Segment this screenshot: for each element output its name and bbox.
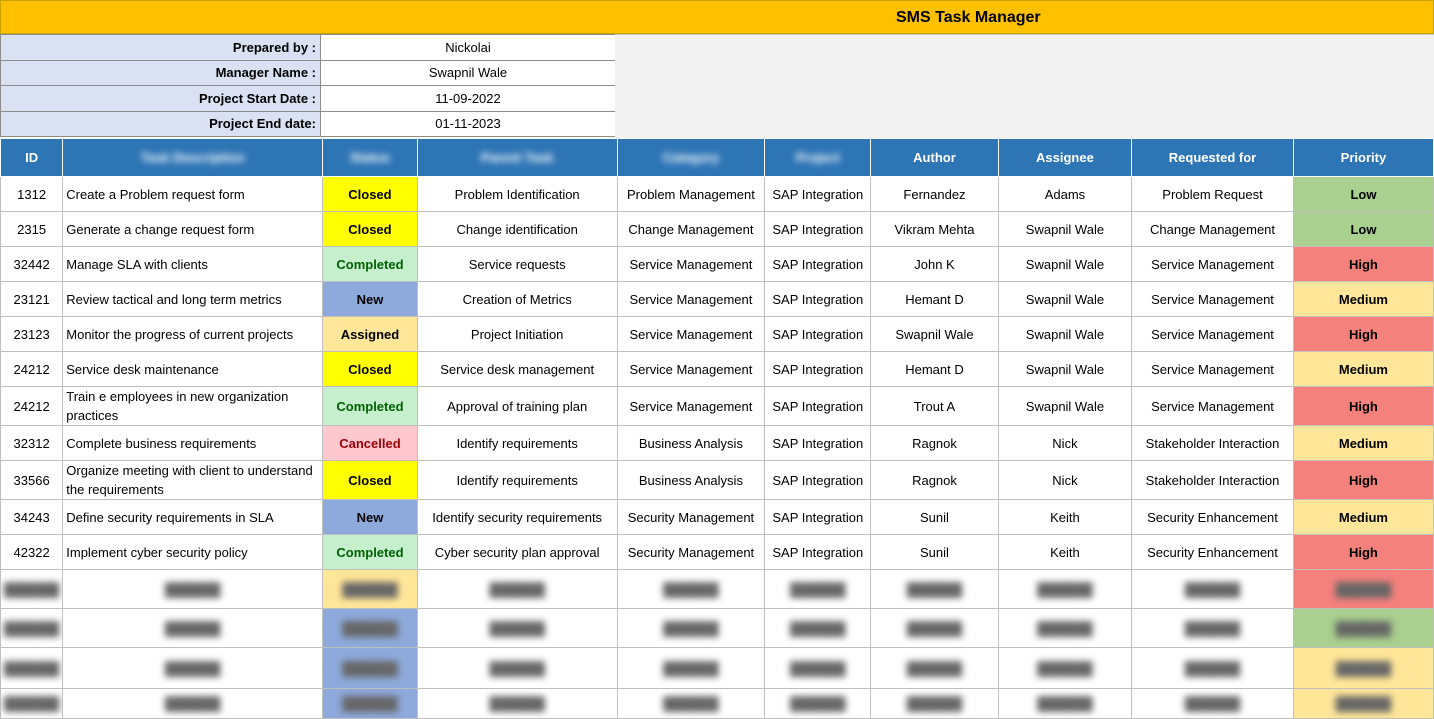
table-row (1, 247, 1434, 282)
requested-for-cell[interactable]: Problem Request (1132, 177, 1294, 212)
task-description-cell[interactable]: Organize meeting with client to understand the requirements (63, 461, 323, 500)
redacted-text: ██████ (342, 620, 398, 636)
blurred-cell[interactable] (617, 648, 765, 689)
info-value-manager-name[interactable]: Swapnil Wale (321, 60, 616, 86)
task-id-cell[interactable]: 33566 (1, 461, 63, 500)
redacted-text: ██████ (1184, 620, 1241, 636)
table-row (1, 426, 1434, 461)
category-cell[interactable]: Service Management (617, 317, 765, 352)
redacted-text: ██████ (663, 660, 719, 676)
redacted-text: ██████ (663, 620, 719, 636)
redacted-text: ██████ (165, 660, 221, 676)
phase-cell[interactable]: Service desk management (417, 352, 617, 387)
redacted-text: ██████ (165, 696, 221, 711)
redacted-text: ██████ (4, 660, 60, 676)
column-header-hidden-2[interactable]: Status (323, 139, 418, 177)
info-label-manager-name[interactable]: Manager Name : (1, 60, 321, 86)
priority-cell[interactable]: Low (1293, 212, 1433, 247)
blurred-cell[interactable] (998, 570, 1131, 609)
table-row (1, 282, 1434, 317)
author-cell[interactable]: Ragnok (871, 426, 999, 461)
blurred-status-cell[interactable] (323, 570, 418, 609)
phase-cell[interactable]: Identify security requirements (417, 500, 617, 535)
requested-for-cell[interactable]: Service Management (1132, 317, 1294, 352)
column-header-hidden-5[interactable]: Project (765, 139, 871, 177)
info-row (1, 35, 616, 61)
category-cell[interactable]: Security Management (617, 500, 765, 535)
project-cell[interactable]: SAP Integration (765, 282, 871, 317)
page-title: SMS Task Manager (896, 9, 1041, 26)
assignee-cell[interactable]: Swapnil Wale (998, 247, 1131, 282)
author-cell[interactable]: John K (871, 247, 999, 282)
blurred-status-cell[interactable] (323, 689, 418, 719)
blurred-priority-cell[interactable] (1293, 648, 1433, 689)
table-row (1, 177, 1434, 212)
project-cell[interactable]: SAP Integration (765, 352, 871, 387)
info-row (1, 111, 616, 137)
blurred-cell[interactable] (871, 689, 999, 719)
table-row (1, 461, 1434, 500)
priority-cell[interactable]: High (1293, 387, 1433, 426)
project-cell[interactable]: SAP Integration (765, 426, 871, 461)
column-header-hidden-1[interactable]: Task Description (63, 139, 323, 177)
blurred-cell[interactable] (617, 609, 765, 648)
assignee-cell[interactable]: Swapnil Wale (998, 212, 1131, 247)
status-cell[interactable]: Assigned (323, 317, 418, 352)
task-id-cell[interactable]: 42322 (1, 535, 63, 570)
info-label-end-date[interactable]: Project End date: (1, 111, 321, 137)
task-description-cell[interactable]: Service desk maintenance (63, 352, 323, 387)
task-description-cell[interactable]: Train e employees in new organization practices (63, 387, 323, 426)
category-cell[interactable]: Problem Management (617, 177, 765, 212)
phase-cell[interactable]: Approval of training plan (417, 387, 617, 426)
blurred-cell[interactable] (765, 609, 871, 648)
assignee-cell[interactable]: Swapnil Wale (998, 387, 1131, 426)
blurred-cell[interactable] (1, 648, 63, 689)
project-cell[interactable]: SAP Integration (765, 177, 871, 212)
redacted-text: ██████ (790, 581, 846, 597)
priority-cell[interactable]: Low (1293, 177, 1433, 212)
project-cell[interactable]: SAP Integration (765, 535, 871, 570)
requested-for-cell[interactable]: Service Management (1132, 387, 1294, 426)
requested-for-cell[interactable]: Security Enhancement (1132, 500, 1294, 535)
status-cell[interactable]: Completed (323, 387, 418, 426)
blurred-table-row (1, 689, 1434, 719)
info-label-prepared-by[interactable]: Prepared by : (1, 35, 321, 61)
phase-cell[interactable]: Project Initiation (417, 317, 617, 352)
task-id-cell[interactable]: 23123 (1, 317, 63, 352)
phase-cell[interactable]: Identify requirements (417, 426, 617, 461)
phase-cell[interactable]: Change identification (417, 212, 617, 247)
redacted-text: ██████ (1037, 581, 1093, 597)
task-description-cell[interactable]: Review tactical and long term metrics (63, 282, 323, 317)
project-cell[interactable]: SAP Integration (765, 247, 871, 282)
requested-for-cell[interactable]: Service Management (1132, 247, 1294, 282)
requested-for-cell[interactable]: Stakeholder Interaction (1132, 461, 1294, 500)
blurred-cell[interactable] (1132, 689, 1294, 719)
priority-cell[interactable]: Medium (1293, 282, 1433, 317)
phase-cell[interactable]: Service requests (417, 247, 617, 282)
column-header-assignee[interactable]: Assignee (998, 139, 1131, 177)
redacted-text: ██████ (342, 696, 398, 711)
redacted-text: ██████ (165, 620, 221, 636)
redacted-text: ██████ (1037, 696, 1093, 711)
column-header-hidden-3[interactable]: Parent Task (417, 139, 617, 177)
column-header-hidden-4[interactable]: Category (617, 139, 765, 177)
assignee-cell[interactable]: Swapnil Wale (998, 282, 1131, 317)
task-table (0, 138, 1434, 719)
author-cell[interactable]: Hemant D (871, 282, 999, 317)
blurred-cell[interactable] (871, 570, 999, 609)
redacted-text: ██████ (1335, 620, 1392, 636)
category-cell[interactable]: Service Management (617, 282, 765, 317)
assignee-cell[interactable]: Swapnil Wale (998, 317, 1131, 352)
table-row (1, 317, 1434, 352)
blurred-cell[interactable] (63, 570, 323, 609)
blurred-cell[interactable] (617, 570, 765, 609)
info-value-prepared-by[interactable]: Nickolai (321, 35, 616, 61)
redacted-text: ██████ (790, 660, 846, 676)
blurred-cell[interactable] (63, 689, 323, 719)
status-cell[interactable]: New (323, 500, 418, 535)
project-cell[interactable]: SAP Integration (765, 317, 871, 352)
blurred-status-cell[interactable] (323, 648, 418, 689)
redacted-text: ██████ (489, 581, 545, 597)
redacted-text: ██████ (4, 620, 60, 636)
category-cell[interactable]: Security Management (617, 535, 765, 570)
task-id-cell[interactable]: 24212 (1, 387, 63, 426)
blurred-status-cell[interactable] (323, 609, 418, 648)
requested-for-cell[interactable]: Service Management (1132, 282, 1294, 317)
project-cell[interactable]: SAP Integration (765, 500, 871, 535)
blurred-priority-cell[interactable] (1293, 689, 1433, 719)
status-cell[interactable]: Cancelled (323, 426, 418, 461)
task-id-cell[interactable]: 2315 (1, 212, 63, 247)
project-cell[interactable]: SAP Integration (765, 461, 871, 500)
info-row (1, 60, 616, 86)
redacted-text: ██████ (790, 620, 846, 636)
blurred-cell[interactable] (1, 570, 63, 609)
phase-cell[interactable]: Identify requirements (417, 461, 617, 500)
task-id-cell[interactable]: 23121 (1, 282, 63, 317)
task-id-cell[interactable]: 34243 (1, 500, 63, 535)
redacted-text: ██████ (906, 660, 963, 676)
redacted-text: ██████ (790, 696, 846, 711)
blurred-cell[interactable] (1132, 609, 1294, 648)
project-cell[interactable]: SAP Integration (765, 212, 871, 247)
blurred-cell[interactable] (417, 648, 617, 689)
redacted-text: ██████ (1184, 696, 1241, 711)
info-row (1, 86, 616, 112)
empty-cells-area[interactable] (615, 34, 1434, 138)
task-description-cell[interactable]: Complete business requirements (63, 426, 323, 461)
redacted-text: ██████ (165, 581, 221, 597)
requested-for-cell[interactable]: Change Management (1132, 212, 1294, 247)
redacted-text: ██████ (1037, 660, 1093, 676)
redacted-text: ██████ (342, 660, 398, 676)
requested-for-cell[interactable]: Service Management (1132, 352, 1294, 387)
status-cell[interactable]: Completed (323, 247, 418, 282)
author-cell[interactable]: Hemant D (871, 352, 999, 387)
column-header-priority[interactable]: Priority (1293, 139, 1433, 177)
redacted-text: ██████ (4, 581, 60, 597)
redacted-text: ██████ (1037, 620, 1093, 636)
task-description-cell[interactable]: Manage SLA with clients (63, 247, 323, 282)
assignee-cell[interactable]: Keith (998, 535, 1131, 570)
task-description-cell[interactable]: Create a Problem request form (63, 177, 323, 212)
blurred-cell[interactable] (765, 648, 871, 689)
redacted-text: ██████ (489, 696, 545, 711)
header-row (1, 139, 1434, 177)
requested-for-cell[interactable]: Security Enhancement (1132, 535, 1294, 570)
task-description-cell[interactable]: Implement cyber security policy (63, 535, 323, 570)
project-cell[interactable]: SAP Integration (765, 387, 871, 426)
status-cell[interactable]: Closed (323, 461, 418, 500)
redacted-text: ██████ (906, 696, 963, 711)
blurred-table-row (1, 648, 1434, 689)
column-header-author[interactable]: Author (871, 139, 999, 177)
table-row (1, 352, 1434, 387)
phase-cell[interactable]: Cyber security plan approval (417, 535, 617, 570)
requested-for-cell[interactable]: Stakeholder Interaction (1132, 426, 1294, 461)
redacted-text: ██████ (1335, 660, 1392, 676)
assignee-cell[interactable]: Keith (998, 500, 1131, 535)
blurred-cell[interactable] (765, 570, 871, 609)
author-cell[interactable]: Sunil (871, 500, 999, 535)
status-cell[interactable]: Closed (323, 212, 418, 247)
category-cell[interactable]: Service Management (617, 247, 765, 282)
assignee-cell[interactable]: Swapnil Wale (998, 352, 1131, 387)
blurred-table-row (1, 609, 1434, 648)
table-row (1, 535, 1434, 570)
priority-cell[interactable]: Medium (1293, 426, 1433, 461)
blurred-cell[interactable] (417, 689, 617, 719)
assignee-cell[interactable]: Nick (998, 426, 1131, 461)
blurred-cell[interactable] (63, 648, 323, 689)
priority-cell[interactable]: Medium (1293, 352, 1433, 387)
blurred-cell[interactable] (871, 648, 999, 689)
priority-cell[interactable]: High (1293, 461, 1433, 500)
author-cell[interactable]: Fernandez (871, 177, 999, 212)
redacted-text: ██████ (663, 696, 719, 711)
category-cell[interactable]: Service Management (617, 352, 765, 387)
redacted-text: ██████ (489, 620, 545, 636)
info-label-start-date[interactable]: Project Start Date : (1, 86, 321, 112)
blurred-cell[interactable] (998, 609, 1131, 648)
category-cell[interactable]: Change Management (617, 212, 765, 247)
author-cell[interactable]: Ragnok (871, 461, 999, 500)
blurred-priority-cell[interactable] (1293, 570, 1433, 609)
info-value-start-date[interactable]: 11-09-2022 (321, 86, 616, 112)
table-row (1, 212, 1434, 247)
table-row (1, 500, 1434, 535)
blurred-cell[interactable] (617, 689, 765, 719)
status-cell[interactable]: Completed (323, 535, 418, 570)
redacted-text: ██████ (906, 620, 963, 636)
category-cell[interactable]: Business Analysis (617, 426, 765, 461)
task-id-cell[interactable]: 1312 (1, 177, 63, 212)
author-cell[interactable]: Trout A (871, 387, 999, 426)
redacted-text: ██████ (4, 696, 60, 711)
column-header-id[interactable]: ID (1, 139, 63, 177)
phase-cell[interactable]: Problem Identification (417, 177, 617, 212)
blurred-cell[interactable] (63, 609, 323, 648)
category-cell[interactable]: Business Analysis (617, 461, 765, 500)
status-cell[interactable]: Closed (323, 352, 418, 387)
blurred-cell[interactable] (1, 689, 63, 719)
task-description-cell[interactable]: Define security requirements in SLA (63, 500, 323, 535)
phase-cell[interactable]: Creation of Metrics (417, 282, 617, 317)
blurred-priority-cell[interactable] (1293, 609, 1433, 648)
assignee-cell[interactable]: Nick (998, 461, 1131, 500)
blurred-cell[interactable] (417, 609, 617, 648)
task-description-cell[interactable]: Monitor the progress of current projects (63, 317, 323, 352)
priority-cell[interactable]: High (1293, 535, 1433, 570)
project-info-table (0, 34, 616, 137)
redacted-text: ██████ (1335, 581, 1392, 597)
blurred-cell[interactable] (1132, 570, 1294, 609)
task-id-cell[interactable]: 32312 (1, 426, 63, 461)
blurred-cell[interactable] (765, 689, 871, 719)
redacted-text: ██████ (1335, 696, 1392, 711)
table-row (1, 387, 1434, 426)
redacted-text: ██████ (906, 581, 963, 597)
author-cell[interactable]: Sunil (871, 535, 999, 570)
task-id-cell[interactable]: 24212 (1, 352, 63, 387)
priority-cell[interactable]: High (1293, 247, 1433, 282)
blurred-table-row (1, 570, 1434, 609)
task-description-cell[interactable]: Generate a change request form (63, 212, 323, 247)
blurred-cell[interactable] (998, 689, 1131, 719)
task-id-cell[interactable]: 32442 (1, 247, 63, 282)
blurred-cell[interactable] (871, 609, 999, 648)
redacted-text: ██████ (1184, 581, 1241, 597)
priority-cell[interactable]: High (1293, 317, 1433, 352)
title-bar[interactable] (0, 0, 1434, 34)
priority-cell[interactable]: Medium (1293, 500, 1433, 535)
assignee-cell[interactable]: Adams (998, 177, 1131, 212)
author-cell[interactable]: Swapnil Wale (871, 317, 999, 352)
redacted-text: ██████ (663, 581, 719, 597)
blurred-cell[interactable] (1132, 648, 1294, 689)
redacted-text: ██████ (342, 581, 398, 597)
column-header-requested-for[interactable]: Requested for (1132, 139, 1294, 177)
status-cell[interactable]: New (323, 282, 418, 317)
category-cell[interactable]: Service Management (617, 387, 765, 426)
redacted-text: ██████ (489, 660, 545, 676)
redacted-text: ██████ (1184, 660, 1241, 676)
author-cell[interactable]: Vikram Mehta (871, 212, 999, 247)
blurred-cell[interactable] (1, 609, 63, 648)
status-cell[interactable]: Closed (323, 177, 418, 212)
blurred-cell[interactable] (998, 648, 1131, 689)
info-value-end-date[interactable]: 01-11-2023 (321, 111, 616, 137)
blurred-cell[interactable] (417, 570, 617, 609)
